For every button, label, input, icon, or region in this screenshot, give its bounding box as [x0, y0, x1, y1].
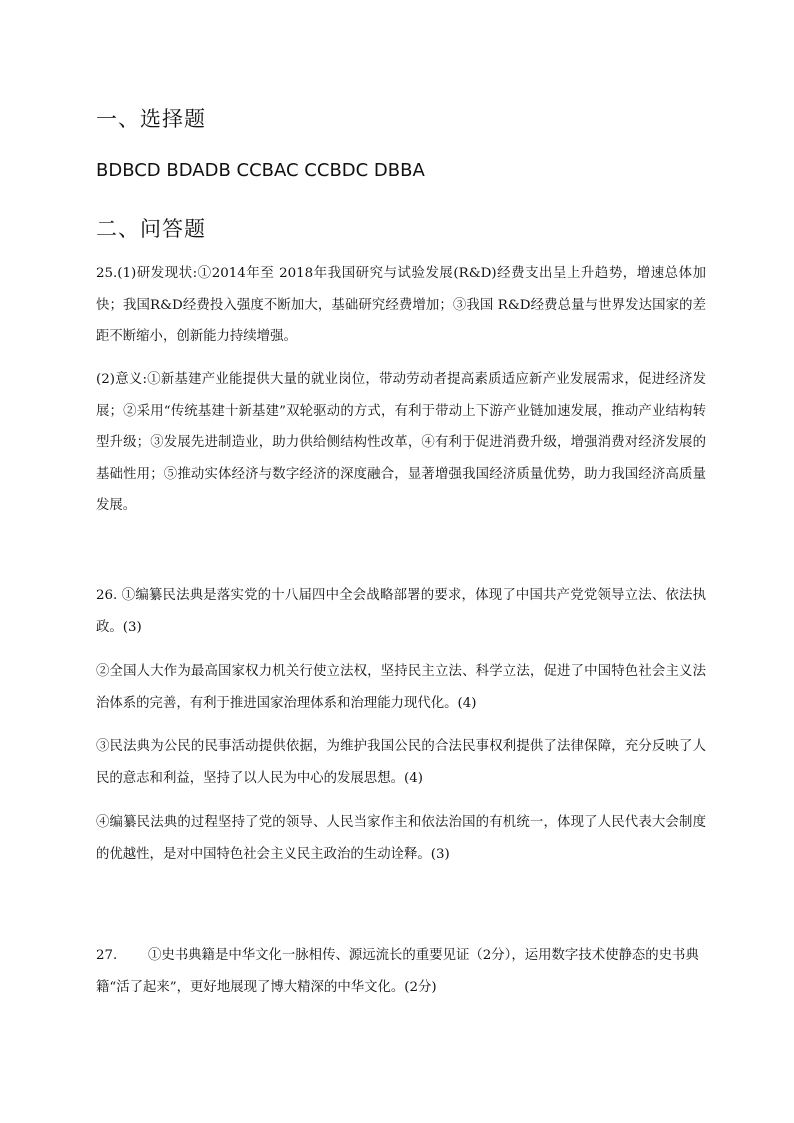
q26-point2: ②全国人大作为最高国家权力机关行使立法权，坚持民主立法、科学立法，促进了中国特色社会主义法治体系的完善，有利于推进国家治理体系和治理能力现代化。(4) — [96, 664, 706, 711]
section-title-qa: 二、问答题 — [96, 217, 206, 241]
section-title-choice: 一、选择题 — [96, 107, 206, 131]
q25-part2: (2)意义:①新基建产业能提供大量的就业岗位，带动劳动者提高素质适应新产业发展需求，促进经济发展；②采用“传统基建十新基建”双轮驱动的方式，有利于带动上下游产业链加速发展，推动产业结构转型升级；③发展先进制造业，助力供给侧结构性改革，④有利于促进消费升级，增强消费对经济发展的基础性用；⑤推动实体经济与数字经济的深度融合，显著增强我国经济质量优势，助力我国经济高质量发展。 — [96, 372, 706, 513]
q25-part1: 25.(1)研发现状:①2014年至 2018年我国研究与试验发展(R&D)经费支出呈上升趋势，增速总体加快；我国R&D经费投入强度不断加大，基础研究经费增加；③我国 R&D经费总量与世界发达国家的差距不断缩小，创新能力持续增强。 — [96, 266, 706, 344]
q27-text: ①史书典籍是中华文化一脉相传、源远流长的重要见证（2分），运用数字技术使静态的史书典籍“活了起来”，更好地展现了博大精深的中华文化。(2分) — [96, 948, 699, 995]
choice-answers: BDBCD BDADB CCBAC CCBDC DBBA — [96, 160, 425, 181]
q26-point3: ③民法典为公民的民事活动提供依据，为维护我国公民的合法民事权利提供了法律保障，充分反映了人民的意志和利益，坚持了以人民为中心的发展思想。(4) — [96, 739, 706, 786]
q27-number: 27. — [96, 948, 118, 963]
q26-point1: 26. ①编纂民法典是落实党的十八届四中全会战略部署的要求，体现了中国共产党党领导立法、依法执政。(3) — [96, 588, 706, 635]
q27-answer — [96, 940, 706, 1003]
q26-point4: ④编纂民法典的过程坚持了党的领导、人民当家作主和依法治国的有机统一，体现了人民代表大会制度的优越性，是对中国特色社会主义民主政治的生动诠释。(3) — [96, 815, 706, 862]
